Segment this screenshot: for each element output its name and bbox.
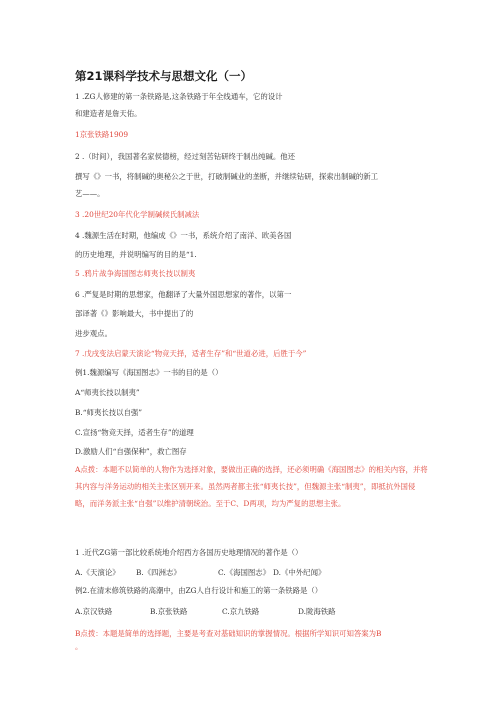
example-1-analysis: A点拨：本题不以简单的人物作为选择对象，要做出正确的选择，还必须明确《海国图志》的相关内容，并将其内容与洋务运动的相关主张区别开来。虽然两者都主张“师夷长技”，但魏源主张“制夷”，即抵抗外国侵略，而洋务派主张“自强”以维护清朝统治。至于C、D两项，均为严复的思想主张。	[75, 465, 428, 508]
example-1-question: 例1.魏源编写《海国图志》一书的目的是（）	[75, 368, 223, 377]
example-1-option-d: D.激励人们“自强保种”，救亡图存	[75, 447, 187, 456]
practice-1-option-d: D.《中外纪闻》	[273, 568, 326, 577]
example-2-question: 例2.在清末修筑铁路的高潮中，由ZG人自行设计和施工的第一条铁路是（）	[75, 586, 323, 595]
example-1-option-c: C.宣扬“物竞天择，适者生存”的道理	[75, 428, 194, 437]
answer-4: 7 .戊戌变法启蒙天演论“物竞天择，适者生存”和“世道必进，后胜于今”	[75, 349, 307, 358]
fill-blank-2: 2 .（时间），我国著名家侯德榜，经过刻苦钻研终于制出纯碱。他还	[75, 152, 296, 161]
example-1-option-b: B.“师夷长技以自强”	[75, 408, 143, 417]
example-2-analysis: B点拨：本题是简单的选择题，主要是考查对基础知识的掌握情况。根据所学知识可知答案为B	[75, 629, 382, 638]
fill-blank-4-cont: 部译著《》影响最大，书中提出了的	[75, 309, 194, 318]
answer-2: 3 .20世纪20年代化学制碱候氏制减法	[75, 210, 200, 219]
fill-blank-1: 1 .ZG人修建的第一条铁路是,这条铁路于年全线通车，它的设计	[75, 92, 283, 101]
example-2-option-c: C.京九铁路	[222, 607, 260, 616]
answer-3: 5 .鸦片战争海国图志师夷长技以制夷	[75, 269, 196, 278]
page-title: 第21课科学技术与思想文化（一）	[75, 69, 253, 83]
practice-1-option-c: C.《海国图志》	[218, 568, 271, 577]
fill-blank-2-cont2: 艺——。	[75, 189, 105, 198]
example-2-option-d: D.陇海铁路	[298, 607, 336, 616]
practice-1-option-b: B.《四洲志》	[136, 568, 181, 577]
fill-blank-3-cont: 的历史地理，并说明编写的目的是“1.	[75, 250, 197, 259]
practice-1-option-a: A.《天演论》	[75, 568, 120, 577]
example-1-option-a: A“师夷长技以制夷”	[75, 388, 140, 397]
answer-1: 1京张铁路1909	[75, 130, 129, 139]
example-2-analysis-end: 。	[75, 642, 83, 651]
fill-blank-4: 6 .严复是时期的思想家，他翻译了大量外国思想家的著作，以第一	[75, 290, 292, 299]
fill-blank-1-cont: 和建造者是詹天佑。	[75, 109, 142, 118]
example-2-option-a: A.京汉铁路	[75, 607, 113, 616]
fill-blank-3: 4 .魏源生活在时期，他编成《》一书，系统介绍了南洋、欧美各国	[75, 231, 292, 240]
example-2-option-b: B.京张铁路	[150, 607, 188, 616]
fill-blank-4-cont2: 进步观点。	[75, 329, 112, 338]
fill-blank-2-cont: 撰写《》一书，将制碱的奥秘公之于世，打破制碱业的垄断，并继续钻研，探索出制碱的新工	[75, 172, 379, 181]
practice-1-question: 1 .近代ZG第一部比较系统地介绍西方各国历史地理情况的著作是（）	[75, 548, 303, 557]
